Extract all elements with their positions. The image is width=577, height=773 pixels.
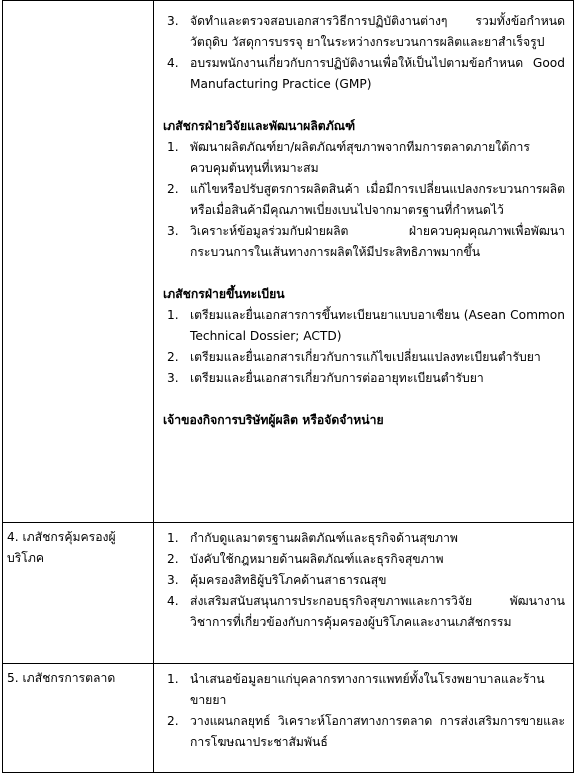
section-heading: เภสัชกรฝ่ายขึ้นทะเบียน [163,287,285,301]
item-number: 2. [167,350,179,364]
list-item [163,591,565,633]
table-row [3,664,574,773]
duty-list [163,669,565,753]
duty-list [163,137,565,263]
item-number: 2. [167,182,179,196]
duties-cell [154,523,574,664]
item-number: 1. [167,140,179,154]
section-heading: เภสัชกรฝ่ายวิจัยและพัฒนาผลิตภัณฑ์ [163,119,356,133]
item-text: กำกับดูแลมาตรฐานผลิตภัณฑ์และธุรกิจด้านสุขภาพ [190,531,458,545]
item-text: พัฒนาผลิตภัณฑ์ยา/ผลิตภัณฑ์สุขภาพจากทีมการตลาดภายใต้การควบคุมต้นทุนที่เหมาะสม [190,140,530,175]
role-label: 5. เภสัชกรการตลาด [7,671,116,685]
item-number: 1. [167,308,179,322]
item-number: 4. [167,56,179,70]
item-number: 2. [167,714,179,728]
item-number: 1. [167,531,179,545]
section-heading: เจ้าของกิจการบริษัทผู้ผลิต หรือจัดจำหน่าย [163,413,384,427]
list-item [163,347,565,368]
item-text: จัดทำและตรวจสอบเอกสารวิธีการปฏิบัติงานต่างๆ รวมทั้งข้อกำหนดวัตถุดิบ วัสดุการบรรจุ ยาในระหว่างกระบวนการผลิตและยาสำเร็จรูป [190,14,565,49]
item-text: เตรียมและยื่นเอกสารการขึ้นทะเบียนยาแบบอาเซียน (Asean Common Technical Dossier; ACTD) [190,308,565,343]
list-item [163,528,565,549]
list-item [163,549,565,570]
list-item [163,53,565,95]
item-text: ส่งเสริมสนับสนุนการประกอบธุรกิจสุขภาพและการวิจัย พัฒนางานวิชาการที่เกี่ยวข้องกับการคุ้มครองผู้บริโภคและงานเภสัชกรรม [190,594,565,629]
duty-list [163,305,565,389]
list-item [163,669,565,711]
item-text: วางแผนกลยุทธ์ วิเคราะห์โอกาสทางการตลาด การส่งเสริมการขายและการโฆษณาประชาสัมพันธ์ [190,714,565,749]
item-text: นำเสนอข้อมูลยาแก่บุคลากรทางการแพทย์ทั้งในโรงพยาบาลและร้านขายยา [190,672,545,707]
table-row [3,523,574,664]
role-label: 4. เภสัชกรคุ้มครองผู้บริโภค [7,530,116,565]
item-text: บังคับใช้กฎหมายด้านผลิตภัณฑ์และธุรกิจสุขภาพ [190,552,444,566]
item-number: 4. [167,594,179,608]
item-number: 2. [167,552,179,566]
list-item [163,711,565,753]
role-cell [3,664,154,773]
item-text: อบรมพนักงานเกี่ยวกับการปฏิบัติงานเพื่อให้เป็นไปตามข้อกำหนด Good Manufacturing Practice (GMP) [190,56,565,91]
duties-cell [154,1,574,523]
item-text: เตรียมและยื่นเอกสารเกี่ยวกับการต่ออายุทะเบียนตำรับยา [190,371,484,385]
item-number: 3. [167,14,179,28]
list-item [163,305,565,347]
item-text: เตรียมและยื่นเอกสารเกี่ยวกับการแก้ไขเปลี่ยนแปลงทะเบียนตำรับยา [190,350,541,364]
duty-list [163,11,565,95]
list-item [163,137,565,179]
item-text: แก้ไขหรือปรับสูตรการผลิตสินค้า เมื่อมีการเปลี่ยนแปลงกระบวนการผลิตหรือเมื่อสินค้ามีคุณภาพเบี่ยงเบนไปจากมาตรฐานที่กำหนดไว้ [190,182,565,217]
list-item [163,368,565,389]
duty-list [163,528,565,633]
table-row [3,1,574,523]
list-item [163,221,565,263]
role-cell [3,523,154,664]
pharmacist-roles-table [2,0,574,773]
duties-cell [154,664,574,773]
list-item [163,570,565,591]
item-number: 1. [167,672,179,686]
list-item [163,179,565,221]
role-cell [3,1,154,523]
item-number: 3. [167,573,179,587]
item-text: วิเคราะห์ข้อมูลร่วมกับฝ่ายผลิต ฝ่ายควบคุมคุณภาพเพื่อพัฒนากระบวนการในเส้นทางการผลิตให้มีประสิทธิภาพมากขึ้น [190,224,565,259]
item-number: 3. [167,224,179,238]
list-item [163,11,565,53]
item-number: 3. [167,371,179,385]
item-text: คุ้มครองสิทธิผู้บริโภคด้านสาธารณสุข [190,573,387,587]
